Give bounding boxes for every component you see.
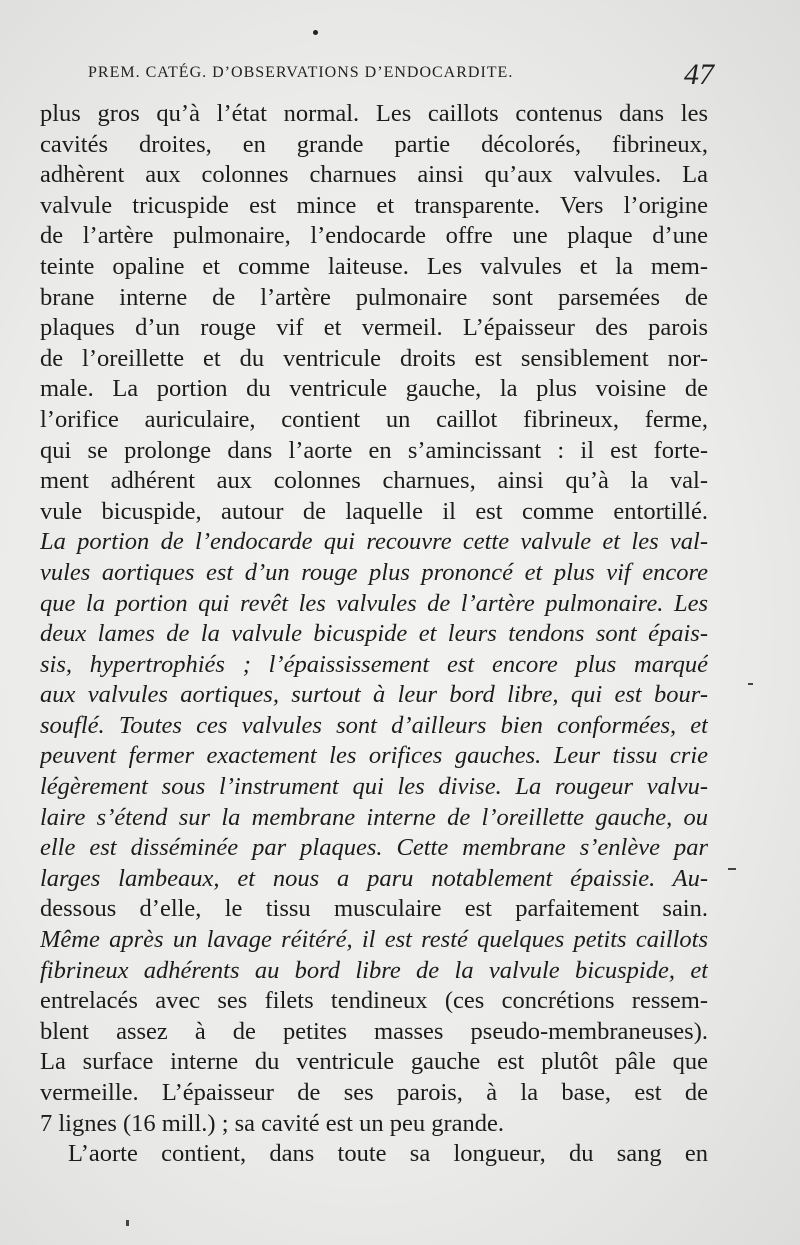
text-line: deux lames de la valvule bicuspide et leurs tendons sont épais- <box>40 620 708 648</box>
text-line: elle est disséminée par plaques. Cette membrane s’enlève par <box>40 834 708 862</box>
text-line: Même après un lavage réitéré, il est resté quelques petits caillots <box>40 926 708 954</box>
text-line: 7 lignes (16 mill.) ; sa cavité est un peu grande. <box>40 1109 505 1137</box>
text-line: plus gros qu’à l’état normal. Les caillots contenus dans les <box>40 100 708 127</box>
text-line: teinte opaline et comme laiteuse. Les valvules et la mem- <box>40 252 708 280</box>
text-line: légèrement sous l’instrument qui les divise. La rougeur valvu- <box>40 773 708 801</box>
text-line: peuvent fermer exactement les orifices gauches. Leur tissu crie <box>40 742 708 770</box>
page-number: 47 <box>684 58 714 91</box>
margin-mark <box>748 683 753 685</box>
text-line: entrelacés avec ses filets tendineux (ces concrétions ressem- <box>40 987 708 1015</box>
text-line: de l’oreillette et du ventricule droits est sensiblement nor- <box>40 344 708 372</box>
text-line: L’aorte contient, dans toute sa longueur, du sang en <box>68 1140 708 1168</box>
text-line: brane interne de l’artère pulmonaire sont parsemées de <box>40 283 708 311</box>
text-line: larges lambeaux, et nous a paru notablement épaissie. Au- <box>40 864 708 892</box>
text-line: vermeille. L’épaisseur de ses parois, à la base, est de <box>40 1079 708 1106</box>
running-title: PREM. CATÉG. D’OBSERVATIONS D’ENDOCARDITE. <box>88 64 514 81</box>
text-line: vules aortiques est d’un rouge plus prononcé et plus vif encore <box>40 558 708 586</box>
text-line: La portion de l’endocarde qui recouvre cette valvule et les val- <box>40 528 708 556</box>
text-line: adhèrent aux colonnes charnues ainsi qu’aux valvules. La <box>40 161 708 189</box>
ink-dot <box>313 30 318 35</box>
text-line: male. La portion du ventricule gauche, la plus voisine de <box>40 375 708 403</box>
text-line: fibrineux adhérents au bord libre de la valvule bicuspide, et <box>40 956 708 984</box>
text-line: qui se prolonge dans l’aorte en s’amincissant : il est forte- <box>40 436 708 464</box>
text-line: cavités droites, en grande partie décolorés, fibrineux, <box>40 130 708 158</box>
text-line: La surface interne du ventricule gauche est plutôt pâle que <box>40 1048 708 1076</box>
text-line: plaques d’un rouge vif et vermeil. L’épaisseur des parois <box>40 314 708 342</box>
text-line: souflé. Toutes ces valvules sont d’ailleurs bien conformées, et <box>40 711 708 739</box>
running-header <box>88 60 718 94</box>
text-line: aux valvules aortiques, surtout à leur bord libre, qui est bour- <box>40 681 708 709</box>
text-line: de l’artère pulmonaire, l’endocarde offre une plaque d’une <box>40 222 708 250</box>
text-line: dessous d’elle, le tissu musculaire est parfaitement sain. <box>40 895 708 923</box>
text-line: valvule tricuspide est mince et transparente. Vers l’origine <box>40 191 708 219</box>
text-line: vule bicuspide, autour de laquelle il est comme entortillé. <box>40 497 708 525</box>
text-line: sis, hypertrophiés ; l’épaississement est encore plus marqué <box>40 650 708 678</box>
margin-mark <box>728 868 736 870</box>
body-text <box>40 99 708 1170</box>
text-line: l’orifice auriculaire, contient un caillot fibrineux, ferme, <box>40 405 708 433</box>
text-line: laire s’étend sur la membrane interne de l’oreillette gauche, ou <box>40 803 708 831</box>
margin-mark <box>126 1220 129 1226</box>
text-line: que la portion qui revêt les valvules de l’artère pulmonaire. Les <box>40 589 708 617</box>
text-line: ment adhérent aux colonnes charnues, ainsi qu’à la val- <box>40 467 708 495</box>
text-line: blent assez à de petites masses pseudo-membraneuses). <box>40 1017 708 1045</box>
